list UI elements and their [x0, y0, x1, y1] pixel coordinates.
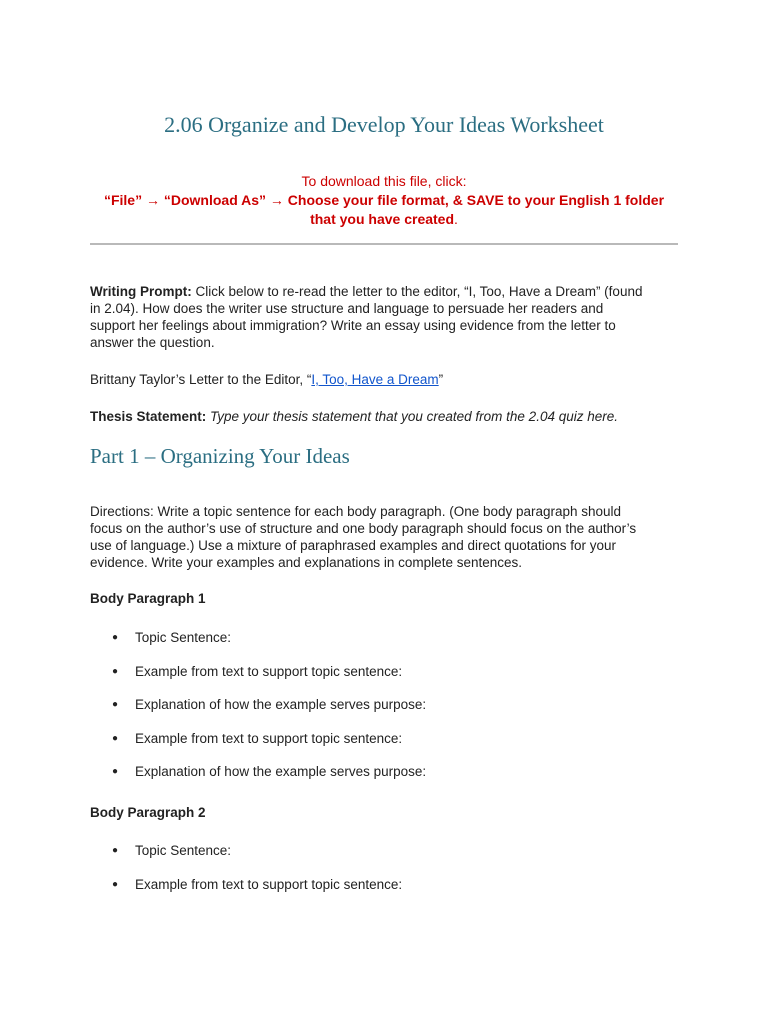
bullet-icon: ●: [112, 732, 119, 744]
list-item: [112, 876, 402, 910]
download-steps-text: “File” → “Download As” → Choose your file format, & SAVE to your English 1 folder that you have created: [103, 192, 665, 227]
document-title: 2.06 Organize and Develop Your Ideas Worksheet: [164, 112, 604, 137]
bullet-icon: ●: [112, 665, 119, 677]
list-item-label: Topic Sentence:: [135, 843, 232, 858]
body-paragraph-1-heading: Body Paragraph 1: [90, 591, 206, 606]
body-paragraph-1-list: [112, 629, 426, 797]
bullet-icon: ●: [112, 632, 119, 643]
list-item: [112, 730, 426, 764]
letter-reference-prefix: Brittany Taylor’s Letter to the Editor, “: [90, 372, 312, 387]
letter-reference: [90, 371, 650, 388]
writing-prompt: [90, 283, 650, 351]
body-paragraph-2-heading: Body Paragraph 2: [90, 805, 206, 820]
thesis-statement-label: Thesis Statement:: [90, 409, 207, 424]
bullet-icon: ●: [112, 766, 119, 777]
list-item: [112, 842, 402, 876]
part1-heading: Part 1 – Organizing Your Ideas: [90, 444, 350, 468]
thesis-statement-text: Type your thesis statement that you created from the 2.04 quiz here.: [206, 409, 618, 424]
horizontal-divider: [90, 243, 678, 245]
list-item: [112, 629, 426, 663]
list-item: [112, 663, 426, 697]
list-item-label: Example from text to support topic sentence:: [135, 730, 403, 746]
download-instructions: [90, 172, 678, 229]
letter-link[interactable]: I, Too, Have a Dream: [311, 372, 439, 387]
list-item-label: Explanation of how the example serves purpose:: [135, 764, 427, 779]
directions: Directions: Write a topic sentence for each body paragraph. (One body paragraph should focus on the author’s use of structure and one body paragraph should focus on the author’s use of language.) Use a mixture of paraphrased examples and direct quotations for your evidence. Write your examples and explanations in complete sentences.: [90, 504, 637, 570]
download-instruction-line: To download this file, click:: [301, 173, 467, 189]
letter-reference-suffix: ”: [438, 372, 444, 387]
bullet-icon: ●: [112, 878, 119, 890]
list-item: [112, 763, 426, 797]
list-item-label: Example from text to support topic sentence:: [135, 876, 403, 892]
writing-prompt-label: Writing Prompt:: [90, 284, 192, 299]
list-item-label: Topic Sentence:: [135, 630, 232, 645]
writing-prompt-text: Click below to re-read the letter to the editor, “I, Too, Have a Dream” (found in 2.04). How does the writer use structure and language to persuade her readers and support her feelings about immigration? Write an essay using evidence from the letter to answer the question.: [90, 284, 643, 350]
list-item: [112, 696, 426, 730]
download-steps-period: .: [454, 211, 458, 227]
body-paragraph-2-list: [112, 842, 402, 909]
download-steps: [90, 191, 678, 229]
list-item-label: Example from text to support topic sentence:: [135, 663, 403, 679]
bullet-icon: ●: [112, 845, 119, 856]
bullet-icon: ●: [112, 699, 119, 710]
thesis-statement: [90, 408, 650, 425]
list-item-label: Explanation of how the example serves purpose:: [135, 697, 427, 712]
